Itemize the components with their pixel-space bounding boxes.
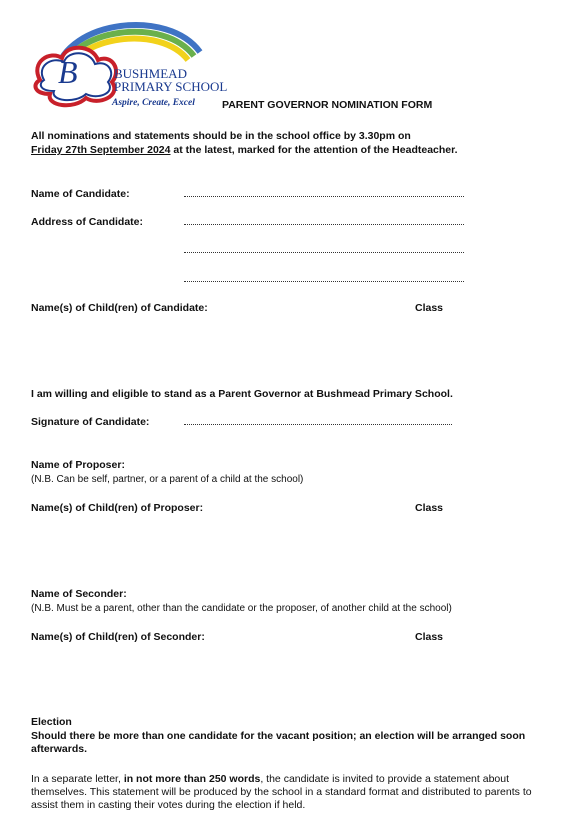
candidate-address-field-3[interactable] bbox=[184, 281, 464, 282]
form-title: PARENT GOVERNOR NOMINATION FORM bbox=[222, 99, 433, 111]
proposer-note: (N.B. Can be self, partner, or a parent of a child at the school) bbox=[31, 474, 304, 485]
school-logo bbox=[28, 10, 228, 110]
proposer-name-label: Name of Proposer: bbox=[31, 459, 125, 471]
school-name-line1: BUSHMEAD bbox=[114, 66, 187, 81]
election-notice: Should there be more than one candidate for the vacant position; an election will be arranged soon afterwards. bbox=[31, 730, 526, 755]
statement-text-end: , the candidate is invited to provide a statement about themselves. This statement will be produced by the school in a standard format and distributed to parents to assist them in casting their votes during the election if held. bbox=[31, 773, 532, 811]
seconder-note: (N.B. Must be a parent, other than the candidate or the proposer, of another child at the school) bbox=[31, 603, 452, 614]
candidate-address-field-2[interactable] bbox=[184, 252, 464, 253]
signature-label: Signature of Candidate: bbox=[31, 416, 150, 428]
seconder-children-label: Name(s) of Child(ren) of Seconder: bbox=[31, 631, 205, 643]
proposer-children-label: Name(s) of Child(ren) of Proposer: bbox=[31, 502, 204, 514]
word-limit: in not more than 250 words bbox=[123, 773, 261, 785]
seconder-class-label: Class bbox=[415, 631, 444, 643]
proposer-class-label: Class bbox=[415, 502, 444, 514]
candidate-address-label: Address of Candidate: bbox=[31, 216, 144, 228]
candidate-name-label: Name of Candidate: bbox=[31, 188, 130, 200]
intro-line-2-rest: at the latest, marked for the attention of the Headteacher. bbox=[170, 144, 458, 156]
election-heading: Election bbox=[31, 716, 72, 728]
intro-line-2 bbox=[31, 144, 458, 157]
statement-text-start: In a separate letter, bbox=[31, 773, 124, 785]
intro-line-1: All nominations and statements should be in the school office by 3.30pm on bbox=[31, 130, 411, 142]
candidate-class-label: Class bbox=[415, 302, 444, 314]
deadline-date: Friday 27th September 2024 bbox=[31, 144, 171, 156]
school-name-line2: PRIMARY SCHOOL bbox=[114, 79, 228, 94]
seconder-name-label: Name of Seconder: bbox=[31, 588, 127, 600]
candidate-name-field[interactable] bbox=[184, 196, 464, 197]
candidate-children-label: Name(s) of Child(ren) of Candidate: bbox=[31, 302, 208, 314]
candidate-address-field-1[interactable] bbox=[184, 224, 464, 225]
logo-initial: B bbox=[58, 54, 78, 90]
signature-field[interactable] bbox=[184, 424, 452, 425]
school-tagline: Aspire, Create, Excel bbox=[112, 98, 195, 108]
eligibility-declaration: I am willing and eligible to stand as a Parent Governor at Bushmead Primary School. bbox=[31, 388, 453, 400]
statement-instructions bbox=[31, 773, 546, 812]
